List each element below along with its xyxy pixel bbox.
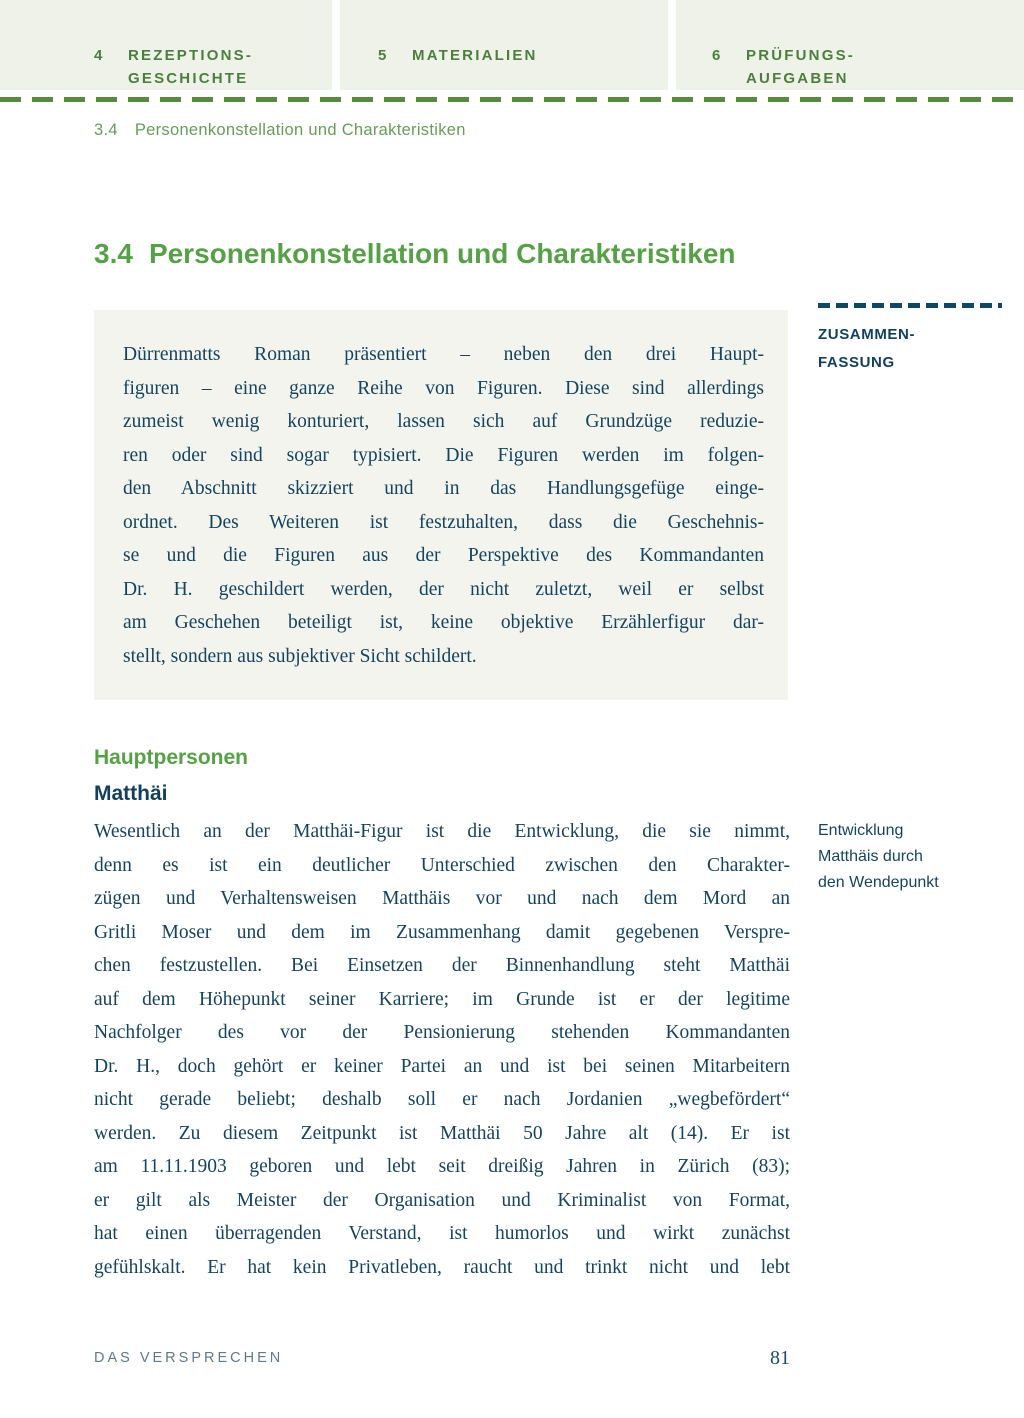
- body-text-line: nicht gerade beliebt; deshalb soll er nach Jordanien „wegbefördert“: [94, 1089, 790, 1110]
- chapter-tab-number: 6: [712, 47, 723, 64]
- chapter-tab-label: [412, 44, 668, 67]
- summary-text-line: am Geschehen beteiligt ist, keine objektive Erzählerfigur dar-: [123, 612, 764, 633]
- breadcrumb-section-title: Personenkonstellation und Charakteristiken: [134, 121, 466, 139]
- footer-book-title: DAS VERSPRECHEN: [94, 1350, 284, 1366]
- body-text-line: gefühlskalt. Er hat kein Privatleben, raucht und trinkt nicht und lebt: [94, 1256, 790, 1278]
- margin-note: [818, 818, 988, 896]
- breadcrumb: [94, 121, 466, 140]
- summary-margin-label: [818, 321, 988, 377]
- margin-note-line: den Wendepunkt: [818, 874, 939, 891]
- margin-note-line: Matthäis durch: [818, 848, 923, 865]
- summary-text-line: Dürrenmatts Roman präsentiert – neben den drei Haupt-: [123, 344, 764, 365]
- section-heading-hauptpersonen: Hauptpersonen: [94, 746, 249, 769]
- body-paragraph: [94, 815, 790, 1284]
- summary-text-line: ordnet. Des Weiteren ist festzuhalten, dass die Geschehnis-: [123, 511, 764, 533]
- body-text-line: chen festzustellen. Bei Einsetzen der Binnenhandlung steht Matthäi: [94, 955, 790, 976]
- chapter-tab-content: [340, 0, 668, 67]
- chapter-tab-label: [746, 44, 1024, 90]
- margin-note-line: Entwicklung: [818, 822, 904, 839]
- body-text-line: Gritli Moser und dem im Zusammenhang damit gegebenen Verspre-: [94, 921, 790, 943]
- page-title: [94, 238, 736, 270]
- chapter-tab-pruefungsaufgaben: [676, 0, 1024, 90]
- chapter-tab-label-line: PRÜFUNGS-: [746, 47, 855, 64]
- summary-margin-label-line: ZUSAMMEN-: [818, 326, 916, 343]
- body-text-line: hat einen überragenden Verstand, ist humorlos und wirkt zunächst: [94, 1223, 790, 1244]
- summary-box: [94, 310, 788, 700]
- body-text-line: zügen und Verhaltensweisen Matthäis vor und nach dem Mord an: [94, 888, 790, 909]
- body-text-line: Dr. H., doch gehört er keiner Partei an und ist bei seinen Mitarbeitern: [94, 1055, 790, 1077]
- breadcrumb-section-number: 3.4: [94, 121, 118, 139]
- chapter-tab-rezeptionsgeschichte: [0, 0, 332, 90]
- summary-text-line: den Abschnitt skizziert und in das Handlungsgefüge einge-: [123, 478, 764, 499]
- body-text-line: denn es ist ein deutlicher Unterschied zwischen den Charakter-: [94, 854, 790, 876]
- body-text-line: auf dem Höhepunkt seiner Karriere; im Grunde ist er der legitime: [94, 988, 790, 1010]
- summary-text-line: Dr. H. geschildert werden, der nicht zuletzt, weil er selbst: [123, 578, 764, 600]
- chapter-tab-label-line: GESCHICHTE: [128, 70, 249, 87]
- sub-heading-matthaei: Matthäi: [94, 782, 168, 805]
- footer-page-number: 81: [770, 1347, 790, 1369]
- body-text-line: am 11.11.1903 geboren und lebt seit dreißig Jahren in Zürich (83);: [94, 1156, 790, 1177]
- body-text-line: werden. Zu diesem Zeitpunkt ist Matthäi 50 Jahre alt (14). Er ist: [94, 1122, 790, 1144]
- chapter-tab-label-line: REZEPTIONS-: [128, 47, 254, 64]
- dashed-rule-navy: [818, 303, 1002, 308]
- body-text-line: er gilt als Meister der Organisation und Kriminalist von Format,: [94, 1189, 790, 1211]
- chapter-tab-label-line: AUFGABEN: [746, 70, 849, 87]
- summary-text-line: ren oder sind sogar typisiert. Die Figuren werden im folgen-: [123, 444, 764, 466]
- body-text-line: Nachfolger des vor der Pensionierung stehenden Kommandanten: [94, 1022, 790, 1043]
- page-title-number: 3.4: [94, 238, 133, 269]
- summary-text-line: se und die Figuren aus der Perspektive des Kommandanten: [123, 545, 764, 566]
- summary-margin-label-line: FASSUNG: [818, 354, 895, 371]
- summary-text-line: zumeist wenig konturiert, lassen sich auf Grundzüge reduzie-: [123, 411, 764, 432]
- dashed-rule-green: [0, 97, 1024, 102]
- chapter-tab-materialien: [340, 0, 668, 90]
- body-text-line: Wesentlich an der Matthäi-Figur ist die Entwicklung, die sie nimmt,: [94, 821, 790, 842]
- chapter-tab-content: [0, 0, 332, 90]
- chapter-tab-number: 5: [378, 47, 389, 64]
- chapter-tab-label-line: MATERIALIEN: [412, 47, 538, 64]
- chapter-tab-label: [128, 44, 332, 90]
- summary-text-line: figuren – eine ganze Reihe von Figuren. Diese sind allerdings: [123, 377, 764, 399]
- summary-text-line: stellt, sondern aus subjektiver Sicht schildert.: [123, 645, 477, 667]
- chapter-tab-number: 4: [94, 47, 105, 64]
- page-title-text: Personenkonstellation und Charakteristiken: [148, 238, 736, 269]
- chapter-tab-content: [676, 0, 1024, 90]
